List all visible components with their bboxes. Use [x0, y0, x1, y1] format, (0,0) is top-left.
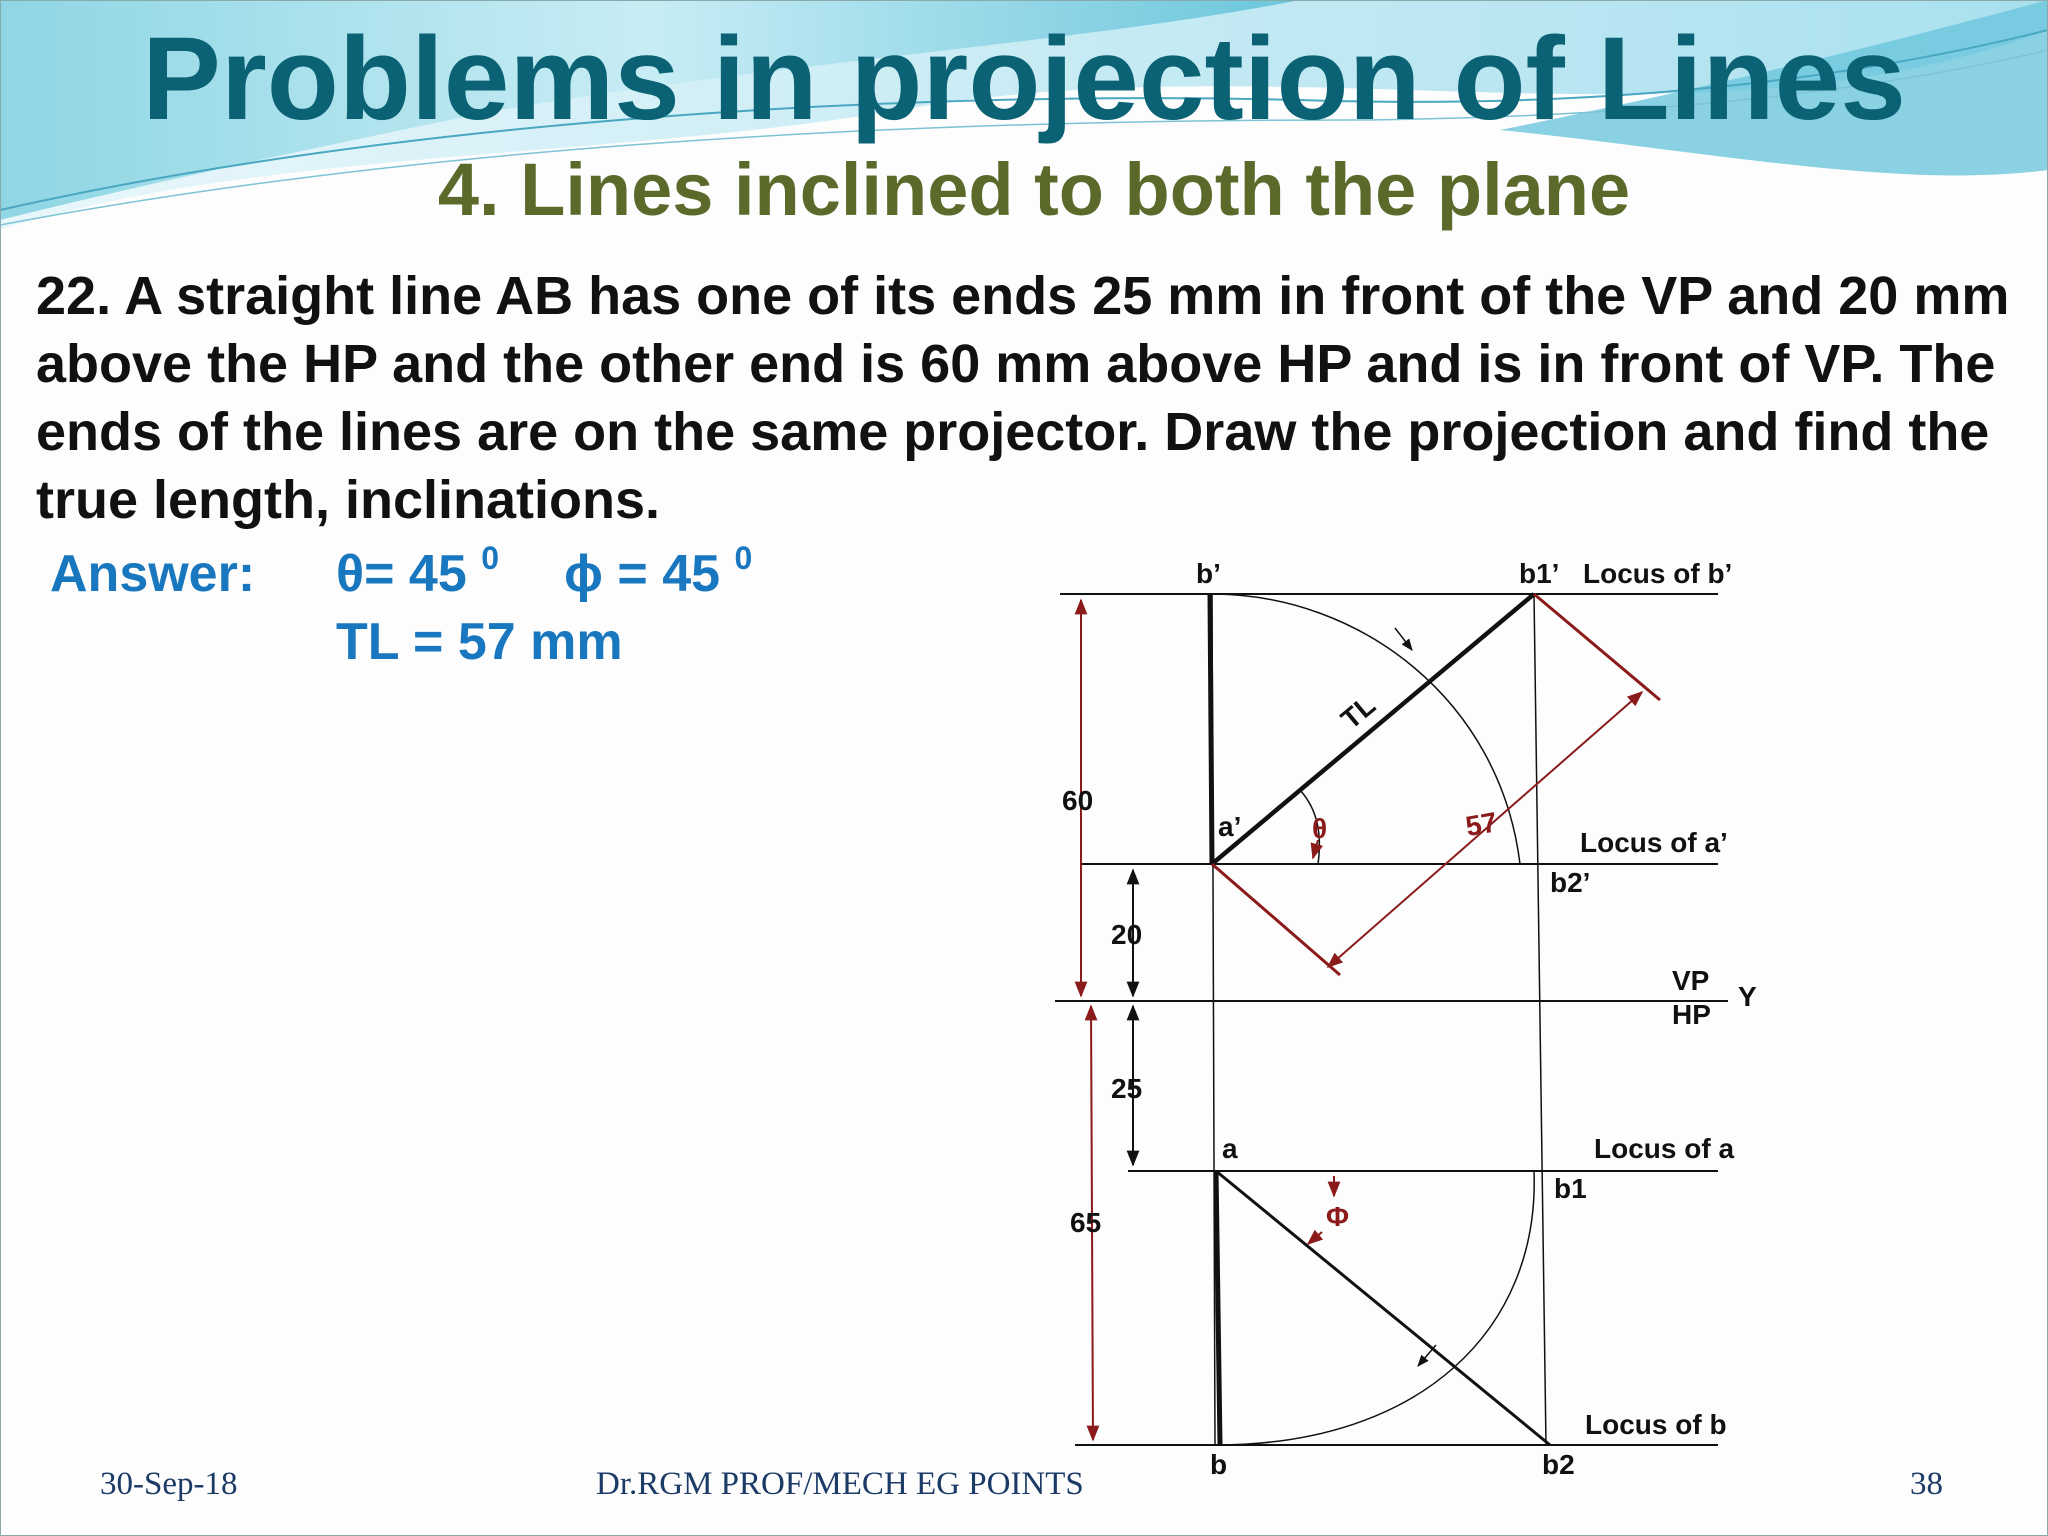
- label-a-prime: a’: [1218, 811, 1242, 842]
- plan-ab: [1216, 1171, 1220, 1445]
- label-locus-b: Locus of b: [1585, 1409, 1727, 1440]
- footer-date: 30-Sep-18: [100, 1466, 238, 1502]
- tl-dim-extension-b: [1534, 594, 1660, 700]
- problem-statement: 22. A straight line AB has one of its ends 25 mm in front of the VP and 20 mm above the HP and the other end is 60 mm above HP and is in front of VP. The ends of the lines are on the same projector. Draw the projection and find the true length, inclinations.: [36, 266, 2010, 530]
- label-b: b: [1210, 1449, 1228, 1480]
- footer-page-number: 38: [1910, 1466, 1943, 1502]
- elevation-ab: [1210, 594, 1212, 864]
- arc-arrow-bottom: [1418, 1345, 1436, 1366]
- label-b1-prime: b1’: [1519, 558, 1560, 589]
- footer-author: Dr.RGM PROF/MECH EG POINTS: [596, 1466, 1084, 1502]
- answer-phi: [564, 540, 753, 604]
- label-locus-b-prime: Locus of b’: [1583, 558, 1733, 589]
- dimension-label-65: 65: [1070, 1207, 1102, 1238]
- dimension-label-20: 20: [1111, 919, 1143, 950]
- tl-dim-extension-a: [1212, 864, 1340, 975]
- label-a: a: [1222, 1133, 1238, 1164]
- label-57: 57: [1463, 806, 1500, 843]
- label-b-prime: b’: [1196, 558, 1221, 589]
- label-hp: HP: [1672, 999, 1711, 1030]
- label-tl: TL: [1335, 689, 1382, 736]
- answer-phi-value: ϕ = 45: [564, 545, 721, 603]
- dimension-label-60: 60: [1062, 785, 1094, 816]
- arc-arrow-top: [1395, 628, 1412, 650]
- label-b1: b1: [1554, 1173, 1587, 1204]
- projector-b1: [1534, 594, 1546, 1445]
- label-b2-prime: b2’: [1550, 867, 1591, 898]
- label-b2: b2: [1542, 1449, 1575, 1480]
- answer-theta-degree: 0: [481, 540, 500, 576]
- answer-phi-degree: 0: [734, 540, 753, 576]
- label-locus-a-prime: Locus of a’: [1580, 827, 1728, 858]
- label-y: Y: [1738, 981, 1757, 1012]
- arc-plan: [1216, 1171, 1534, 1445]
- true-length-plan: [1216, 1171, 1550, 1445]
- label-theta: θ: [1312, 813, 1328, 844]
- slide-title: Problems in projection of Lines: [142, 13, 1906, 145]
- answer-true-length: TL = 57 mm: [336, 613, 623, 671]
- label-vp: VP: [1672, 965, 1710, 996]
- phi-pointer-bottom: [1308, 1232, 1322, 1244]
- answer-theta: [336, 540, 500, 604]
- projection-diagram: [1040, 540, 2048, 1480]
- label-phi: Φ: [1326, 1201, 1349, 1232]
- answer-theta-value: θ= 45: [336, 545, 467, 603]
- label-locus-a: Locus of a: [1594, 1133, 1735, 1164]
- answer-label: Answer:: [50, 545, 256, 603]
- slide-subtitle: 4. Lines inclined to both the plane: [437, 148, 1631, 231]
- dimension-label-25: 25: [1111, 1073, 1143, 1104]
